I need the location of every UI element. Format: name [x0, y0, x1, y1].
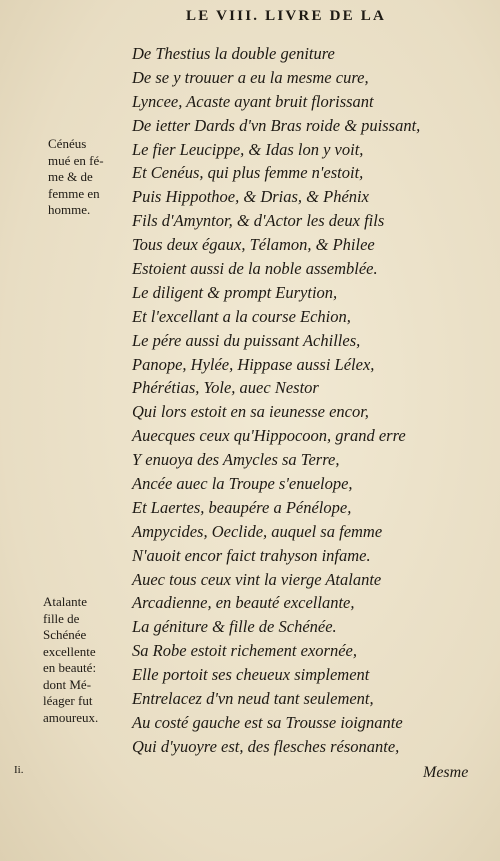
note-line: homme.	[48, 202, 91, 217]
verse-line: Puis Hippothoe, & Drias, & Phénix	[132, 187, 369, 207]
verse-line: Qui d'yuoyre est, des flesches résonante,	[132, 736, 400, 756]
margin-note-ceneus	[48, 136, 104, 219]
verse-line: Lyncee, Acaste ayant bruit florissant	[132, 91, 374, 111]
verse-line: N'auoit encor faict trahyson infame.	[132, 545, 371, 565]
verse-line: Et Cenéus, qui plus femme n'estoit,	[132, 163, 364, 183]
running-header: LE VIII. LIVRE DE LA	[186, 8, 387, 24]
verse-line: De Thestius la double geniture	[132, 44, 335, 63]
verse-line: Elle portoit ses cheueux simplement	[132, 665, 370, 685]
note-line: Cénéus	[48, 136, 87, 151]
verse-line: Auecques ceux qu'Hippocoon, grand erre	[132, 426, 406, 446]
verse-line: Estoient aussi de la noble assemblée.	[132, 259, 378, 279]
catchword: Mesme	[423, 764, 469, 781]
note-line: en beauté:	[43, 660, 97, 675]
note-line: léager fut	[43, 693, 93, 708]
verse-line: Sa Robe estoit richement exornée,	[132, 641, 357, 661]
verse-line: Au costé gauche est sa Trousse ioignante	[132, 712, 403, 732]
note-line: amoureux.	[43, 709, 99, 725]
note-line: me & de	[48, 169, 93, 184]
verse-line: Le pére aussi du puissant Achilles,	[132, 330, 361, 350]
verse-line: Fils d'Amyntor, & d'Actor les deux fils	[132, 211, 385, 231]
verse-line: La géniture & fille de Schénée.	[132, 617, 337, 637]
verse-block	[132, 42, 492, 759]
verse-line: Tous deux égaux, Télamon, & Philee	[132, 235, 375, 255]
verse-line: Phérétias, Yole, auec Nestor	[132, 378, 319, 398]
verse-line: De ietter Dards d'vn Bras roide & puissant,	[132, 115, 421, 135]
verse-line: Entrelacez d'vn neud tant seulement,	[132, 689, 374, 709]
verse-line: Le fier Leucippe, & Idas lon y voit,	[132, 139, 364, 159]
verse-line: Le diligent & prompt Eurytion,	[132, 282, 338, 302]
verse-line: Et Laertes, beaupére a Pénélope,	[132, 497, 352, 517]
verse-line: Qui lors estoit en sa ieunesse encor,	[132, 402, 369, 422]
verse-line: Ancée auec la Troupe s'enuelope,	[132, 474, 353, 494]
verse-line: Panope, Hylée, Hippase aussi Lélex,	[132, 354, 375, 374]
verse-line: Arcadienne, en beauté excellante,	[132, 593, 355, 613]
verse-line: Y enuoya des Amycles sa Terre,	[132, 450, 340, 470]
signature-mark: Ii.	[14, 764, 24, 776]
margin-note-atalante	[43, 594, 98, 726]
verse-line: Et l'excellant a la course Echion,	[132, 306, 351, 326]
note-line: excellente	[43, 643, 96, 659]
note-line: Schénée	[43, 627, 87, 642]
note-line: dont Mé-	[43, 676, 92, 692]
note-line: Atalante	[43, 594, 88, 609]
verse-line: Auec tous ceux vint la vierge Atalante	[132, 569, 382, 589]
verse-line: Ampycides, Oeclide, auquel sa femme	[132, 521, 383, 541]
note-line: fille de	[43, 610, 80, 626]
verse-line: De se y trouuer a eu la mesme cure,	[132, 67, 369, 87]
note-line: femme en	[48, 185, 100, 201]
note-line: mué en fé-	[48, 152, 104, 168]
